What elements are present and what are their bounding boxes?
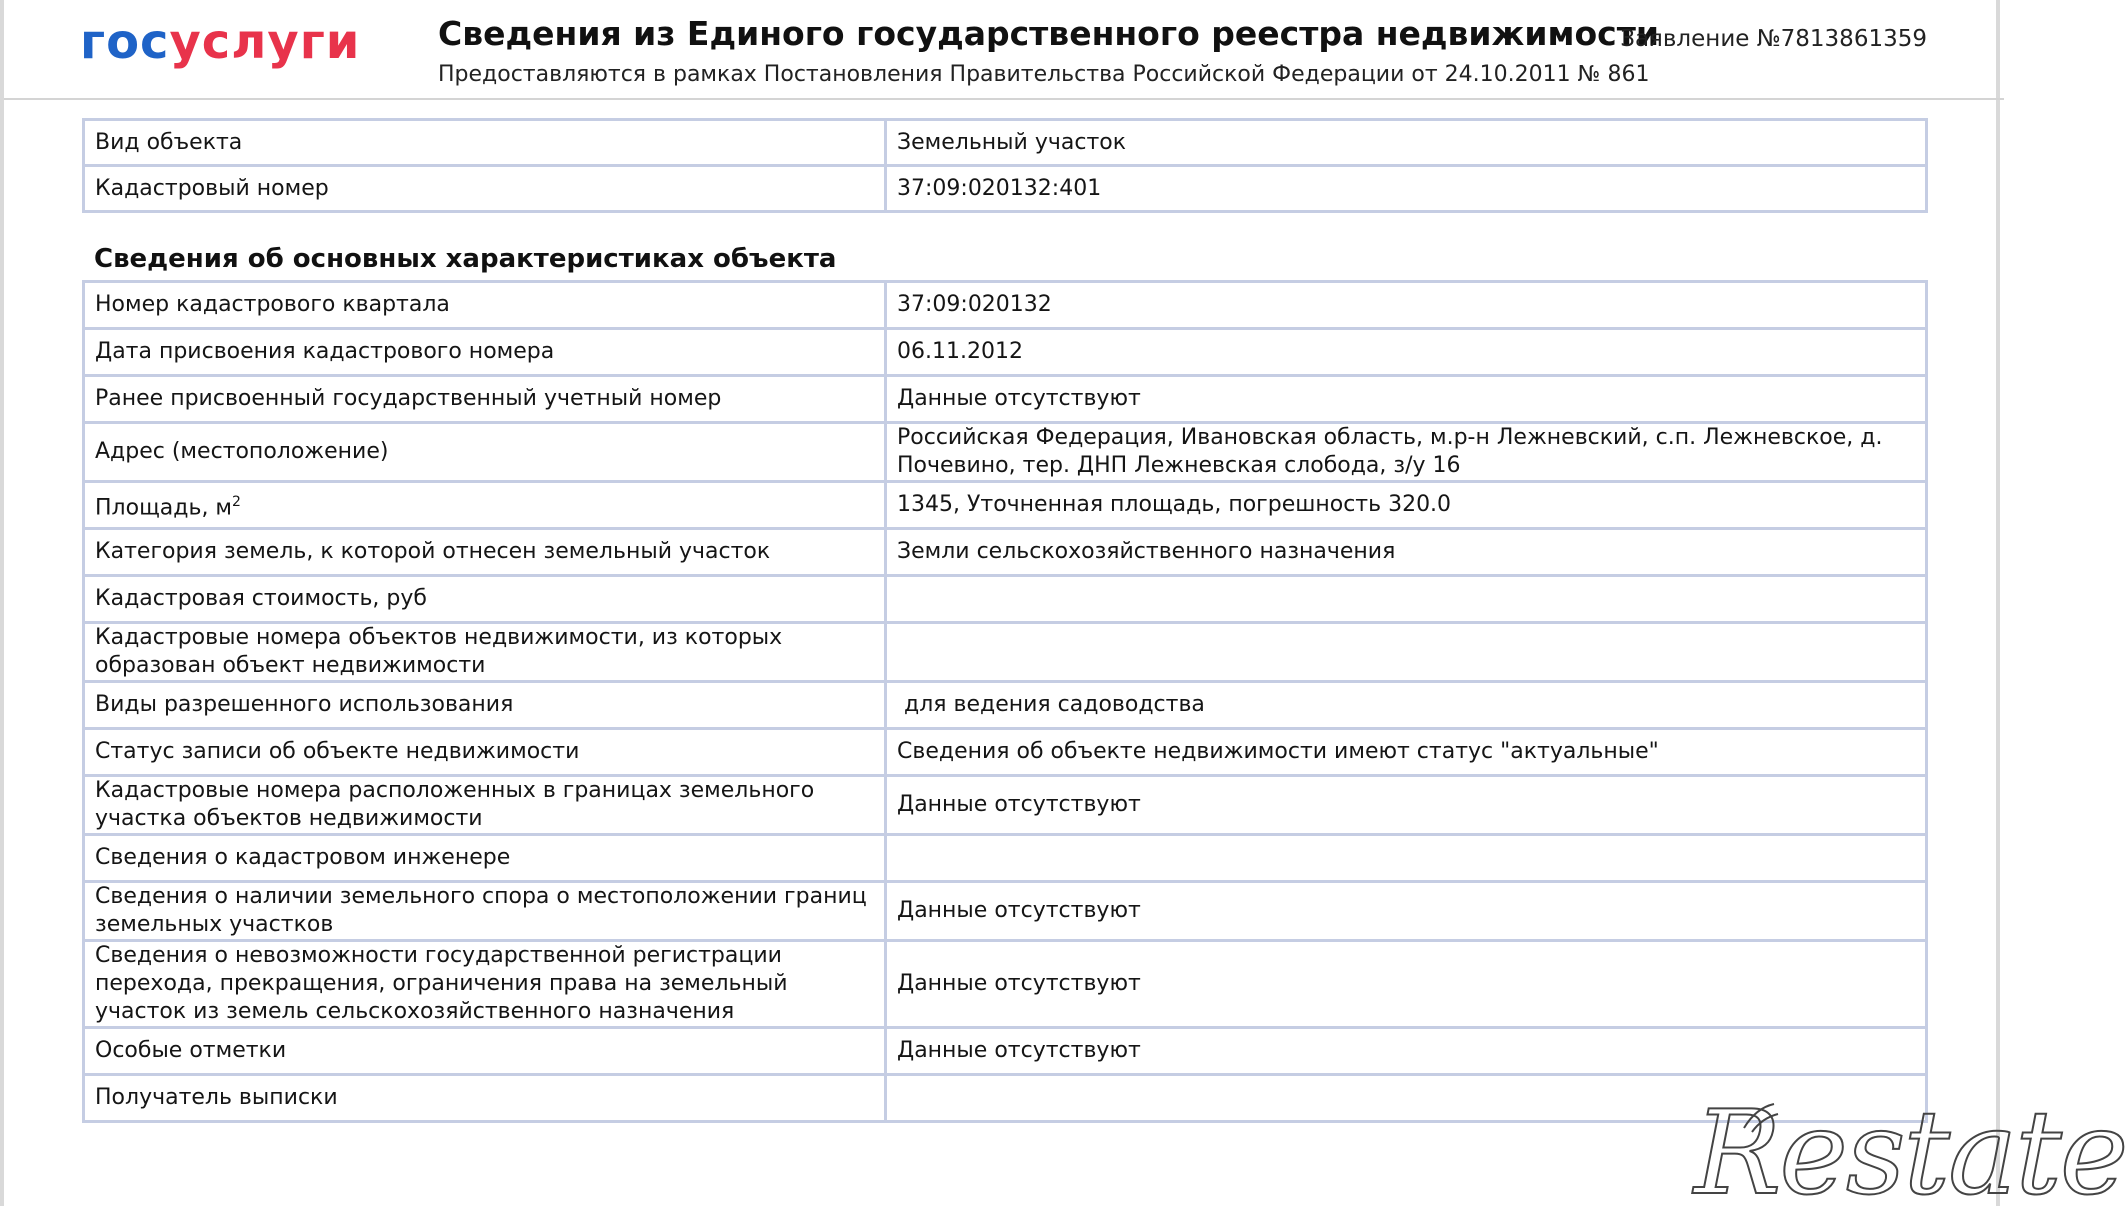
row-label: Номер кадастрового квартала [84, 282, 886, 329]
table-row [84, 1075, 1927, 1122]
row-label: Виды разрешенного использования [84, 682, 886, 729]
row-label: Кадастровые номера расположенных в границах земельного участка объектов недвижимости [84, 776, 886, 835]
table-row [84, 776, 1927, 835]
row-value [886, 835, 1927, 882]
document-subtitle: Предоставляются в рамках Постановления Правительства Российской Федерации от 24.10.2011 № 861 [438, 62, 1650, 87]
superscript: 2 [232, 493, 241, 510]
document-title: Сведения из Единого государственного реестра недвижимости [438, 14, 1659, 53]
row-value: Сведения об объекте недвижимости имеют статус "актуальные" [886, 729, 1927, 776]
row-value: Данные отсутствуют [886, 941, 1927, 1028]
document-header [4, 0, 2004, 100]
row-label: Кадастровая стоимость, руб [84, 576, 886, 623]
table-row [84, 423, 1927, 482]
table-row [84, 376, 1927, 423]
table-row [84, 882, 1927, 941]
table-row [84, 482, 1927, 529]
statement-number: Заявление №7813861359 [1620, 26, 1927, 52]
row-label: Дата присвоения кадастрового номера [84, 329, 886, 376]
table-row [84, 682, 1927, 729]
row-label-text: Площадь, м [95, 495, 233, 521]
watermark: Restate [1694, 1086, 2127, 1221]
characteristics-table [82, 280, 1928, 1123]
table-row [84, 120, 1927, 166]
table-row [84, 729, 1927, 776]
table-row [84, 329, 1927, 376]
row-label: Кадастровые номера объектов недвижимости, из которых образован объект недвижимости [84, 623, 886, 682]
row-label [84, 482, 886, 529]
row-label: Получатель выписки [84, 1075, 886, 1122]
row-value: Данные отсутствуют [886, 376, 1927, 423]
row-value: для ведения садоводства [886, 682, 1927, 729]
row-label: Особые отметки [84, 1028, 886, 1075]
row-value: 37:09:020132:401 [886, 166, 1927, 212]
row-label: Вид объекта [84, 120, 886, 166]
logo-part-2: услуги [169, 14, 361, 70]
row-value: Земельный участок [886, 120, 1927, 166]
row-value: 37:09:020132 [886, 282, 1927, 329]
row-value: Российская Федерация, Ивановская область, м.р-н Лежневский, с.п. Лежневское, д. Почевино, тер. ДНП Лежневская слобода, з/у 16 [886, 423, 1927, 482]
row-value: 1345, Уточненная площадь, погрешность 320.0 [886, 482, 1927, 529]
table-row [84, 623, 1927, 682]
row-label: Сведения о наличии земельного спора о местоположении границ земельных участков [84, 882, 886, 941]
table-row [84, 282, 1927, 329]
row-label: Статус записи об объекте недвижимости [84, 729, 886, 776]
section-title: Сведения об основных характеристиках объекта [94, 244, 837, 274]
row-label: Сведения о кадастровом инженере [84, 835, 886, 882]
row-label: Категория земель, к которой отнесен земельный участок [84, 529, 886, 576]
table-row [84, 166, 1927, 212]
table-row [84, 529, 1927, 576]
table-row [84, 835, 1927, 882]
logo-part-1: гос [80, 14, 170, 70]
row-label: Сведения о невозможности государственной регистрации перехода, прекращения, ограничения права на земельный участок из земель сельскохозяйственного назначения [84, 941, 886, 1028]
object-summary-table [82, 118, 1928, 213]
row-value: Данные отсутствуют [886, 776, 1927, 835]
row-value: Земли сельскохозяйственного назначения [886, 529, 1927, 576]
row-value: 06.11.2012 [886, 329, 1927, 376]
row-value: Данные отсутствуют [886, 882, 1927, 941]
table-row [84, 576, 1927, 623]
row-label: Ранее присвоенный государственный учетный номер [84, 376, 886, 423]
row-label: Кадастровый номер [84, 166, 886, 212]
table-row [84, 941, 1927, 1028]
table-row [84, 1028, 1927, 1075]
row-value [886, 623, 1927, 682]
row-value: Данные отсутствуют [886, 1028, 1927, 1075]
row-label: Адрес (местоположение) [84, 423, 886, 482]
row-value [886, 576, 1927, 623]
gosuslugi-logo [80, 14, 360, 70]
